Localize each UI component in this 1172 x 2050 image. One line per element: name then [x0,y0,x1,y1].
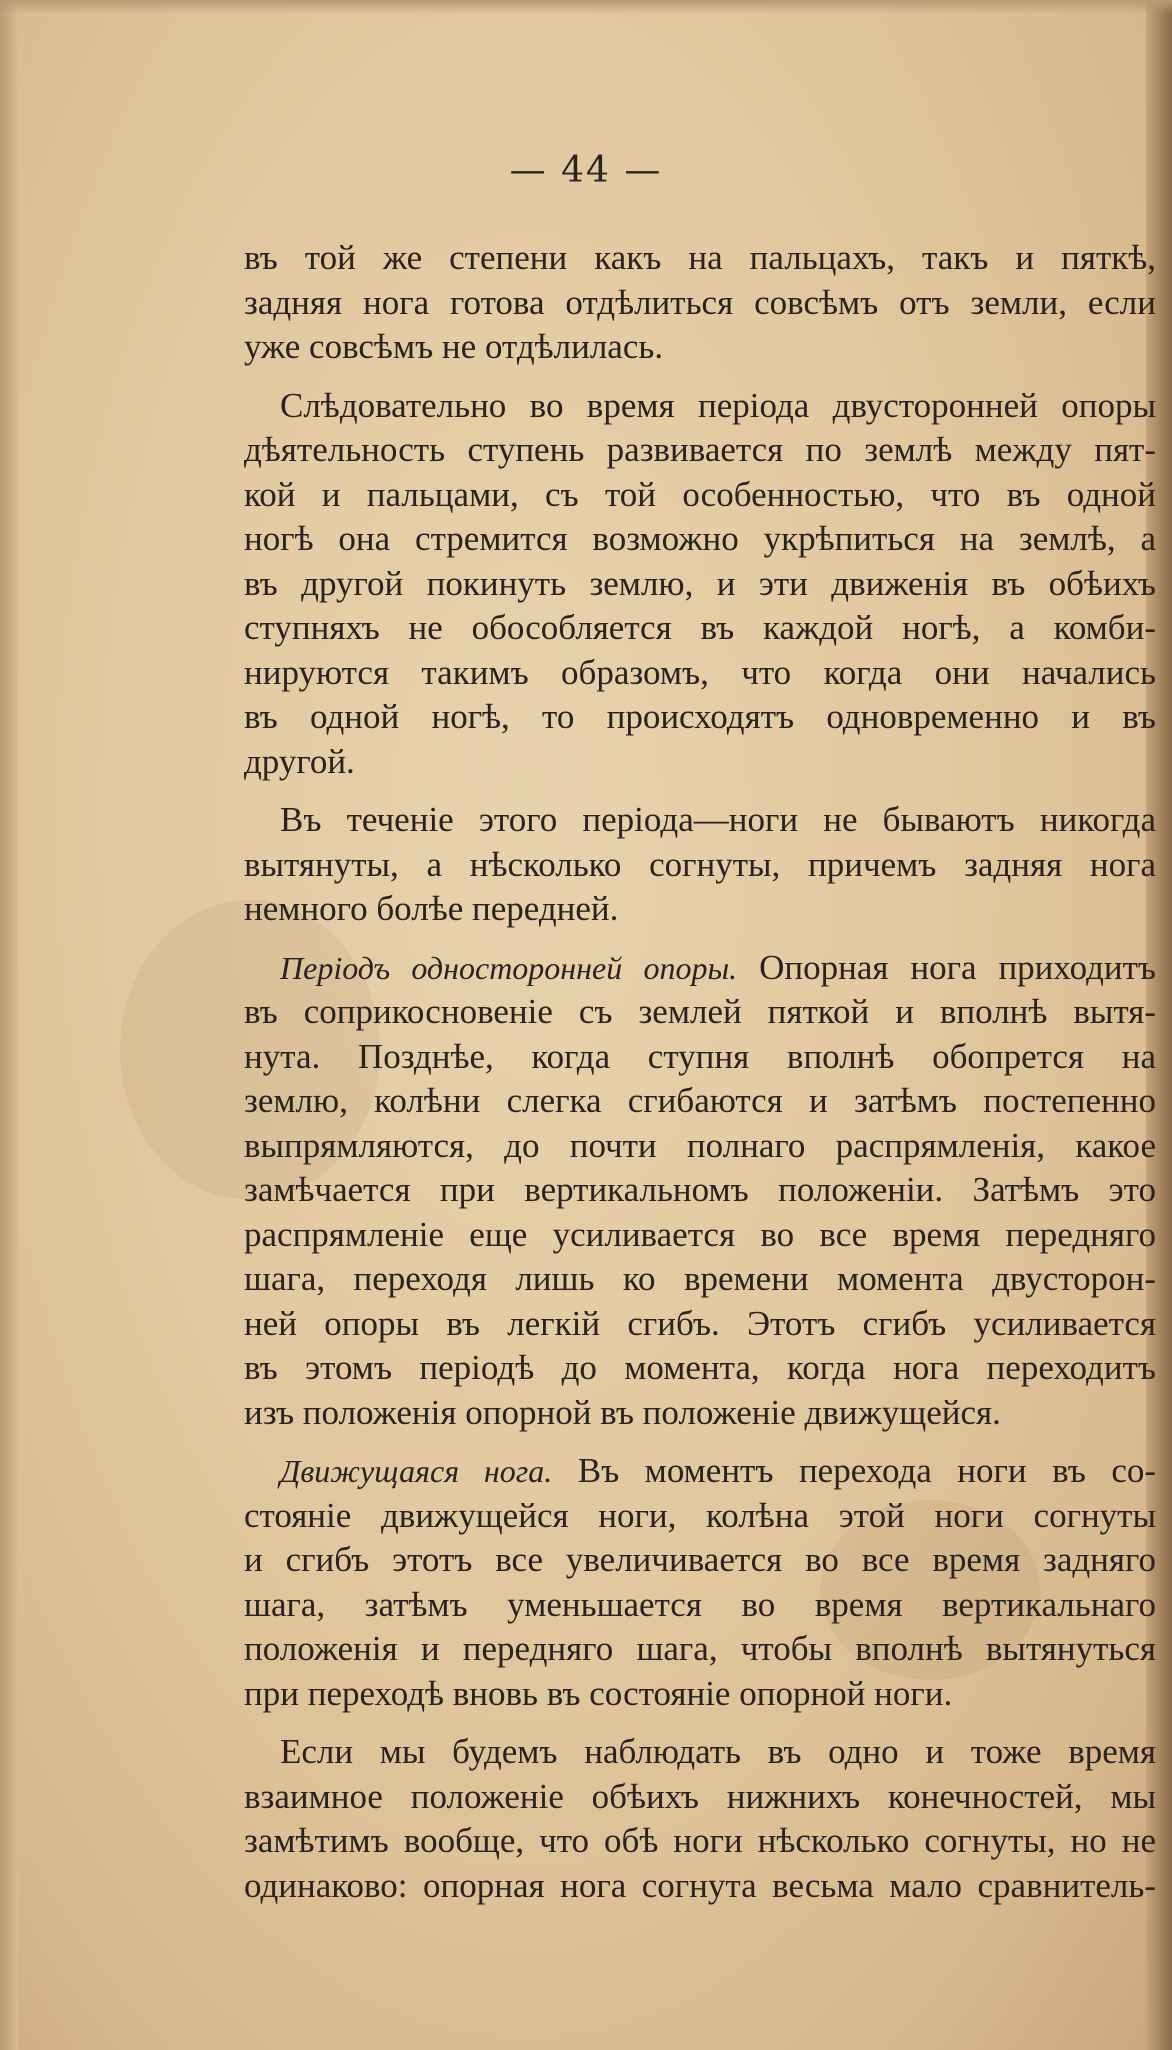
text-line: уже совсѣмъ не отдѣлилась. [244,327,664,366]
text-line [244,1449,1156,1494]
text-line: при переходѣ вновь въ состояніе опорной ноги. [244,1673,953,1713]
page-top-edge [0,0,1172,14]
text-line: ногѣ она стремится возможно укрѣпиться на землѣ, а [244,519,1156,558]
text-line: другой. [244,741,355,781]
text-line: одинаково: опорная нога согнута весьма мало сравнитель- [244,1865,1156,1905]
text-line: выпрямляются, до почти полнаго распрямленія, какое [244,1125,1156,1165]
page-left-edge [0,0,18,2050]
text-line: въ одной ногѣ, то происходятъ одновременно и въ [244,697,1156,736]
text-line: немного болѣе передней. [244,889,619,928]
paragraph [244,946,1156,1436]
text-line: стояніе движущейся ноги, колѣна этой ноги согнуты [244,1495,1156,1535]
text-line: нута. Позднѣе, когда ступня вполнѣ обопрется на [244,1036,1156,1076]
text-line: шага, затѣмъ уменьшается во время вертикальнаго [244,1584,1156,1624]
text-line: ней опоры въ легкій сгибъ. Этотъ сгибъ усиливается [244,1303,1156,1343]
text-line: кой и пальцами, съ той особенностью, что въ одной [244,474,1156,514]
text-line: положенія и передняго шага, чтобы вполнѣ вытянуться [244,1629,1156,1668]
text-line: Слѣдовательно во время періода двусторонней опоры [280,385,1156,425]
text-fragment: Въ моментъ перехода ноги въ со- [577,1451,1156,1490]
paragraph [244,384,1156,785]
paragraph [244,1449,1156,1716]
text-fragment: Опорная нога приходитъ [759,947,1156,987]
text-line: въ этомъ періодѣ до момента, когда нога переходитъ [244,1348,1156,1387]
text-line: и сгибъ этотъ все увеличивается во все время задняго [244,1540,1156,1579]
text-line: задняя нога готова отдѣлиться совсѣмъ отъ земли, если [244,282,1156,322]
text-line: Въ теченіе этого періода—ноги не бываютъ никогда [280,800,1156,839]
text-line: Если мы будемъ наблюдать въ одно и тоже время [280,1732,1156,1771]
text-line: вытянуты, а нѣсколько согнуты, причемъ задняя нога [244,844,1156,884]
text-line: въ другой покинуть землю, и эти движенія въ обѣихъ [244,563,1156,603]
text-line: въ соприкосновеніе съ землей пяткой и вполнѣ вытя- [244,992,1156,1031]
section-heading: Движущаяся нога. [280,1453,553,1489]
text-line: въ той же степени какъ на пальцахъ, такъ и пяткѣ, [244,238,1156,277]
text-line [244,946,1156,991]
text-line: ступняхъ не обособляется въ каждой ногѣ, а комби- [244,608,1156,647]
text-line: изъ положенія опорной въ положеніе движущейся. [244,1392,1001,1432]
text-line: взаимное положеніе обѣихъ нижнихъ конечностей, мы [244,1776,1156,1816]
text-line: распрямленіе еще усиливается во все время передняго [244,1214,1156,1254]
body-text [244,236,1156,1908]
section-heading: Періодъ односторонней опоры. [280,949,738,986]
paragraph [244,1730,1156,1908]
text-line: замѣчается при вертикальномъ положеніи. Затѣмъ это [244,1170,1156,1209]
text-line: дѣятельность ступень развивается по землѣ между пят- [244,430,1156,469]
page-number: — 44 — [509,150,663,191]
paragraph [244,236,1156,370]
text-line: нируются такимъ образомъ, что когда они начались [244,652,1156,692]
text-line: шага, переходя лишь ко времени момента двусторон- [244,1259,1156,1298]
text-line: замѣтимъ вообще, что обѣ ноги нѣсколько согнуты, но не [244,1821,1156,1860]
text-line: землю, колѣни слегка сгибаются и затѣмъ постепенно [244,1081,1156,1120]
paragraph [244,798,1156,932]
